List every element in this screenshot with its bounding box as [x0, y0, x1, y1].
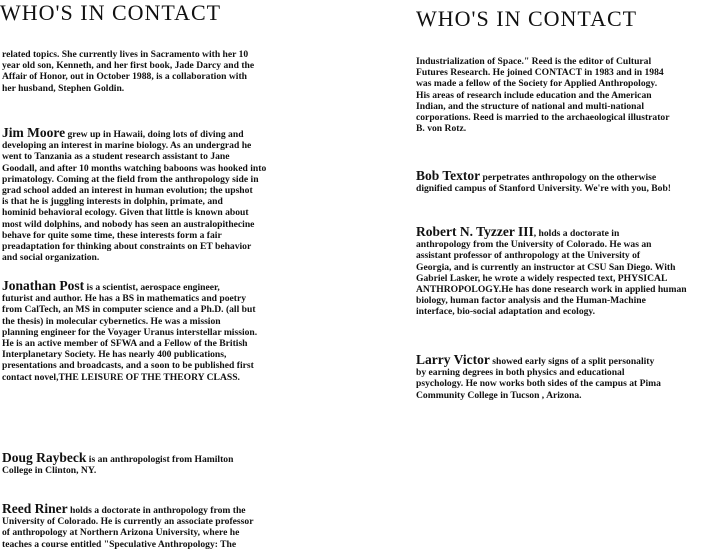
bio-first-line: [416, 354, 661, 367]
bio-first-text: perpetrates anthropology on the otherwise: [480, 172, 657, 183]
text-line: and social organization.: [2, 252, 100, 264]
text-line: the thesis) in molecular cybernetics. He was a mission: [2, 315, 221, 327]
right-page-header: WHO'S IN CONTACT: [416, 6, 638, 31]
text-line: psychology. He now works both sides of the campus at Pima: [416, 378, 661, 390]
bio-first-text: is an anthropologist from Hamilton: [86, 454, 234, 465]
bio-name: Doug Raybeck: [2, 450, 87, 465]
bio-bob-textor: [416, 170, 671, 194]
text-line: Futures Research. He joined CONTACT in 1983 and in 1984: [416, 67, 664, 79]
bio-first-line: [2, 127, 266, 140]
text-line: grad school added an interest in human evolution; the upshot: [2, 185, 253, 197]
bio-first-text: is a scientist, aerospace engineer,: [84, 282, 220, 293]
text-line: Goodall, and after 10 months watching baboons was hooked into: [2, 162, 267, 174]
text-line: Gabriel Lasker, he wrote a widely respected text, PHYSICAL: [416, 272, 668, 284]
text-line: hominid behavioral ecology. Given that little is known about: [2, 207, 249, 219]
text-line: Indian, and the structure of national and multi-national: [416, 100, 644, 112]
text-line: her husband, Stephen Goldin.: [2, 82, 125, 94]
text-line: assistant professor of anthropology at the University of: [416, 250, 641, 262]
bio-first-text: grew up in Hawaii, doing lots of diving and: [65, 129, 244, 140]
text-line: of anthropology at Northern Arizona University, where he: [2, 527, 240, 539]
text-line: Affair of Honor, out in October 1988, is a collaboration with: [2, 71, 247, 83]
text-line: Industrialization of Space." Reed is the editor of Cultural: [416, 56, 652, 67]
bio-reed-riner: [2, 503, 253, 550]
text-line: behave for quite some time, these interests form a fair: [2, 229, 222, 241]
text-line: teaches a course entitled "Speculative Anthropology: The: [2, 538, 237, 550]
text-line: dignified campus of Stanford University. We're with you, Bob!: [416, 183, 671, 195]
text-line: planning engineer for the Voyager Uranus interstellar mission.: [2, 326, 258, 338]
bio-name: Robert N. Tyzzer III: [416, 224, 534, 239]
bio-reed-riner-continued: [416, 56, 669, 134]
text-line: primatology. Coming at the field from the anthropology side in: [2, 173, 259, 185]
text-line: Georgia, and is currently an instructor at CSU San Diego. With: [416, 261, 676, 273]
text-line: contact novel,THE LEISURE OF THE THEORY CLASS.: [2, 371, 240, 383]
bio-name: Larry Victor: [416, 352, 490, 367]
text-line: went to Tanzania as a student research assistant to Jane: [2, 151, 230, 163]
bio-name: Reed Riner: [2, 501, 68, 516]
bio-robert-tyzzer: [416, 226, 687, 318]
bio-first-line: [2, 503, 253, 516]
intro-paragraph: [2, 49, 254, 94]
text-line: University of Colorado. He is currently an associate professor: [2, 516, 254, 528]
text-line: Community College in Tucson , Arizona.: [416, 389, 582, 401]
text-line: interface, bio-social adaptation and ecology.: [416, 306, 596, 318]
text-line: biology, human factor analysis and the Human-Machine: [416, 295, 646, 307]
text-line: most wild dolphins, and nobody has seen an australopithecine: [2, 218, 255, 230]
bio-larry-victor: [416, 354, 661, 401]
text-line: preadaptation for thinking about constraints on ET behavior: [2, 241, 252, 253]
text-line: B. von Rotz.: [416, 123, 467, 135]
text-line: He is an active member of SFWA and a Fellow of the British: [2, 338, 248, 350]
text-line: developing an interest in marine biology. As an undergrad he: [2, 140, 252, 152]
bio-first-text: showed early signs of a split personality: [489, 356, 655, 367]
bio-first-line: [2, 452, 233, 465]
text-line: from CalTech, an MS in computer science and a Ph.D. (all but: [2, 304, 256, 316]
bio-first-line: [416, 226, 687, 239]
bio-first-line: [2, 280, 257, 293]
text-line: was made a fellow of the Society for Applied Anthropology.: [416, 78, 658, 90]
text-line: by earning degrees in both physics and educational: [416, 367, 625, 379]
text-line: presentations and broadcasts, and a soon to be published first: [2, 360, 254, 372]
bio-jonathan-post: [2, 280, 257, 383]
text-line: is that he is juggling interests in dolphin, primate, and: [2, 196, 223, 208]
bio-name: Jim Moore: [2, 125, 66, 140]
left-page-header: WHO'S IN CONTACT: [0, 0, 222, 25]
text-line: futurist and author. He has a BS in mathematics and poetry: [2, 293, 247, 305]
text-line: related topics. She currently lives in Sacramento with her 10: [2, 49, 249, 60]
bio-jim-moore: [2, 127, 266, 263]
bio-first-text: , holds a doctorate in: [533, 228, 620, 239]
text-line: year old son, Kenneth, and her first book, Jade Darcy and the: [2, 60, 255, 72]
bio-name: Bob Textor: [416, 168, 481, 183]
text-line: College in Clinton, NY.: [2, 465, 97, 477]
bio-first-line: [416, 170, 671, 183]
bio-doug-raybeck: [2, 452, 233, 476]
text-line: ANTHROPOLOGY.He has done research work in applied human: [416, 284, 687, 296]
bio-name: Jonathan Post: [2, 278, 85, 293]
text-line: corporations. Reed is married to the archaeological illustrator: [416, 112, 670, 124]
text-line: Interplanetary Society. He has nearly 400 publications,: [2, 349, 227, 361]
text-line: anthropology from the University of Colorado. He was an: [416, 239, 652, 251]
text-line: His areas of research include education and the American: [416, 89, 652, 101]
bio-first-text: holds a doctorate in anthropology from the: [67, 505, 246, 516]
